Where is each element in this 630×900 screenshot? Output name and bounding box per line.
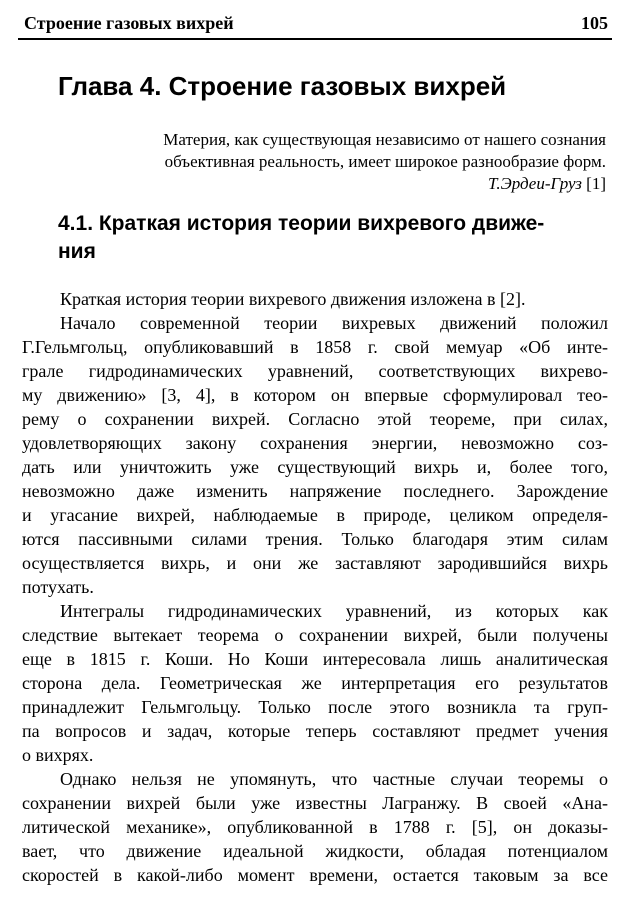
running-head-title: Строение газовых вихрей (24, 13, 234, 33)
paragraph-line: Начало современной теории вихревых движений положил (60, 313, 608, 333)
paragraph-line: еще в 1815 г. Коши. Но Коши интересовала лишь аналитическая (22, 649, 608, 669)
epigraph-attribution (110, 173, 606, 195)
paragraph-line: му движению» [3, 4], в котором он впервые сформулировал тео- (22, 385, 608, 405)
paragraph-line: сторона дела. Геометрическая же интерпретация его результатов (22, 673, 608, 693)
paragraph-line: литической механике», опубликованной в 1788 г. [5], он доказы- (22, 817, 608, 837)
paragraph-line: осуществляется вихрь, и они же заставляют зародившийся вихрь (22, 553, 608, 573)
epigraph-line: объективная реальность, имеет широкое разнообразие форм. (164, 152, 606, 171)
paragraph-line: скоростей в какой-либо момент времени, остается таковым за все (22, 865, 608, 885)
paragraph-line: рему о сохранении вихрей. Согласно этой теореме, при силах, (22, 409, 608, 429)
paragraph-line: Однако нельзя не упомянуть, что частные случаи теоремы о (60, 769, 608, 789)
section-title-line: 4.1. Краткая история теории вихревого движе- (58, 212, 545, 235)
paragraph-line: о вихрях. (22, 745, 94, 765)
paragraph-line: па вопросов и задач, которые теперь составляют предмет учения (22, 721, 608, 741)
paragraph-line: удовлетворяющих закону сохранения энергии, невозможно соз- (22, 433, 608, 453)
paragraph-line: Краткая история теории вихревого движения изложена в [2]. (60, 289, 526, 309)
paragraph-line: следствие вытекает теорема о сохранении вихрей, были получены (22, 625, 608, 645)
paragraph-line: невозможно даже изменить напряжение последнего. Зарождение (22, 481, 608, 501)
paragraph-line: ются пассивными силами трения. Только благодаря этим силам (22, 529, 608, 549)
paragraph-line: Г.Гельмгольц, опубликовавший в 1858 г. свой мемуар «Об инте- (22, 337, 608, 357)
body-text (22, 287, 608, 887)
section-title (58, 210, 598, 266)
paragraph-line: грале гидродинамических уравнений, соответствующих вихрево- (22, 361, 608, 381)
epigraph-author: Т.Эрдеи-Груз (487, 174, 582, 193)
paragraph-line: и угасание вихрей, наблюдаемые в природе, целиком определя- (22, 505, 608, 525)
epigraph-citation: [1] (586, 174, 606, 193)
epigraph-line: Материя, как существующая независимо от нашего сознания (163, 130, 606, 149)
paragraph-line: вает, что движение идеальной жидкости, обладая потенциалом (22, 841, 608, 861)
running-head (18, 8, 612, 40)
paragraph-line: потухать. (22, 577, 94, 597)
chapter-title: Глава 4. Строение газовых вихрей (58, 71, 507, 101)
paragraph-line: Интегралы гидродинамических уравнений, из которых как (60, 601, 608, 621)
page-number: 105 (581, 13, 608, 33)
paragraph-line: сохранении вихрей были уже известны Лагранжу. В своей «Ана- (22, 793, 608, 813)
epigraph (110, 129, 606, 195)
paragraph-line: принадлежит Гельмгольцу. Только после этого возникла та груп- (22, 697, 608, 717)
section-title-line: ния (58, 240, 96, 263)
paragraph-line: дать или уничтожить уже существующий вихрь и, более того, (22, 457, 608, 477)
